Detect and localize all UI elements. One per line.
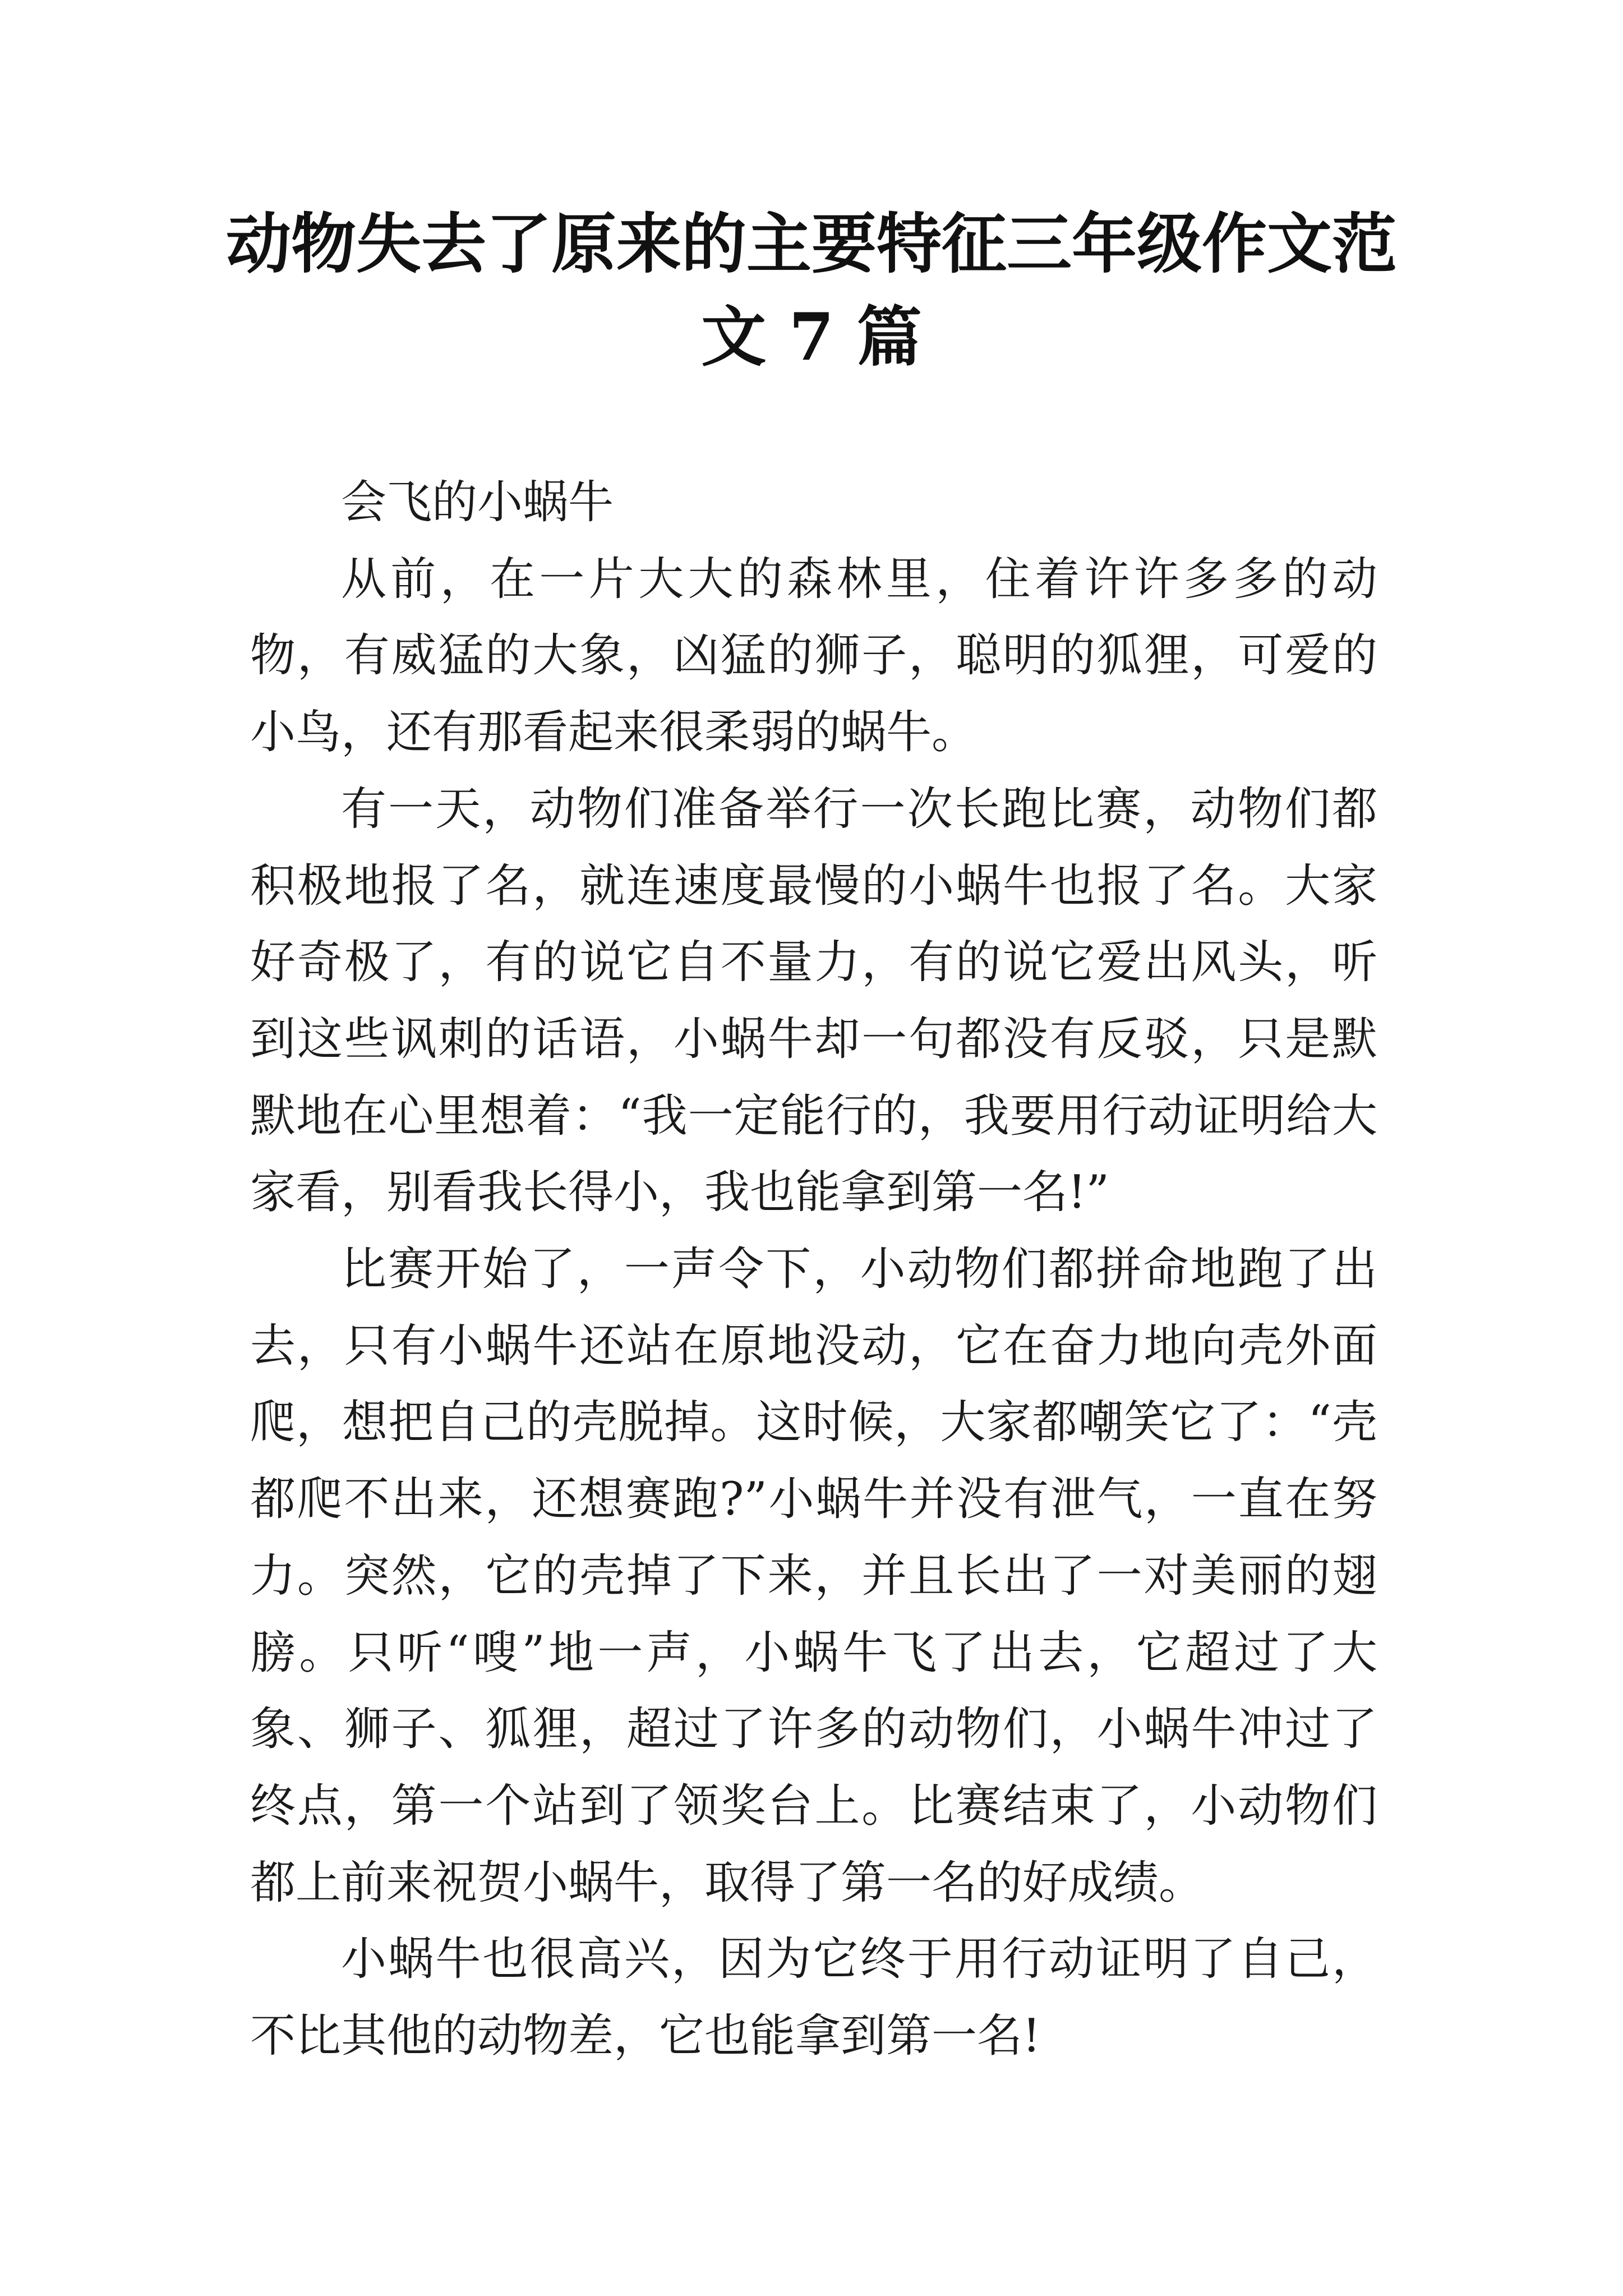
document-body — [250, 464, 1377, 2075]
paragraph: 从前，在一片大大的森林里，住着许许多多的动物，有威猛的大象，凶猛的狮子，聪明的狐狸，可爱的小鸟，还有那看起来很柔弱的蜗牛。 — [250, 553, 1377, 760]
paragraph: 小蜗牛也很高兴，因为它终于用行动证明了自己，不比其他的动物差，它也能拿到第一名! — [250, 1933, 1377, 2063]
paragraph: 有一天，动物们准备举行一次长跑比赛，动物们都积极地报了名，就连速度最慢的小蜗牛也报了名。大家好奇极了，有的说它自不量力，有的说它爱出风头，听到这些讽刺的话语，小蜗牛却一句都没有反驳，只是默默地在心里想着：“我一定能行的，我要用行动证明给大家看，别看我长得小，我也能拿到第一名!” — [250, 783, 1377, 1220]
section-heading: 会飞的小蜗牛 — [341, 476, 614, 529]
title-line-1: 动物失去了原来的主要特征三年级作文范 — [226, 206, 1397, 282]
document-title — [168, 197, 1455, 384]
paragraph: 比赛开始了，一声令下，小动物们都拼命地跑了出去，只有小蜗牛还站在原地没动，它在奋力地向壳外面爬，想把自己的壳脱掉。这时候，大家都嘲笑它了：“壳都爬不出来，还想赛跑?”小蜗牛并没有泄气，一直在努力。突然，它的壳掉了下来，并且长出了一对美丽的翅膀。只听“嗖”地一声，小蜗牛飞了出去，它超过了大象、狮子、狐狸，超过了许多的动物们，小蜗牛冲过了终点，第一个站到了领奖台上。比赛结束了，小动物们都上前来祝贺小蜗牛，取得了第一名的好成绩。 — [250, 1243, 1377, 1910]
title-line-2: 文 7 篇 — [701, 299, 922, 375]
